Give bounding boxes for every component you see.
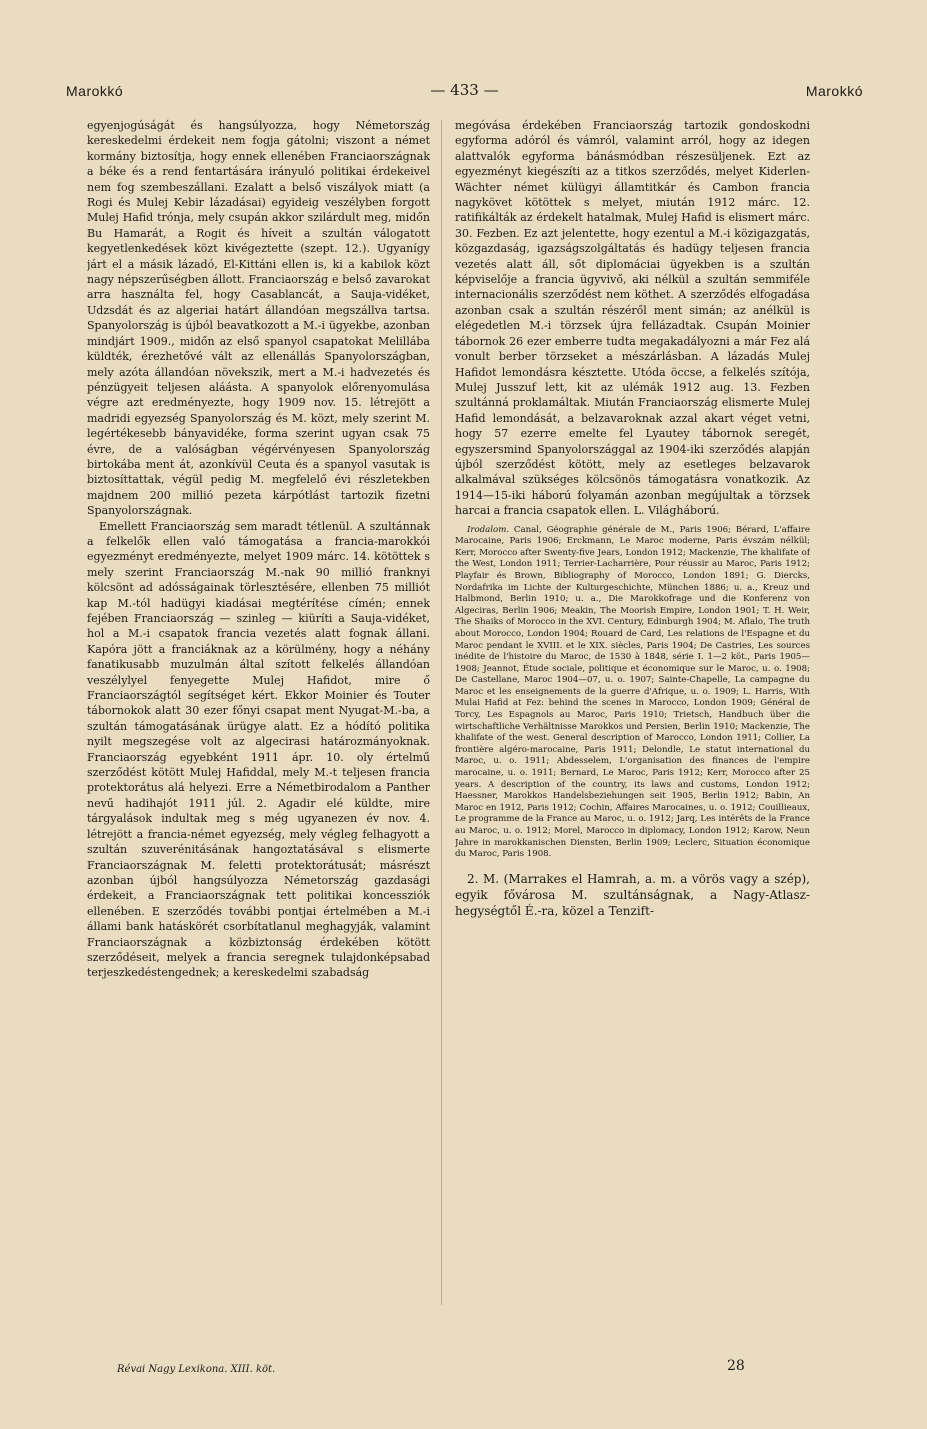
column-divider (441, 120, 442, 1305)
right-column (455, 118, 810, 1303)
page-number: — 433 — (430, 81, 499, 99)
left-paragraph-1: egyenjogúságát és hangsúlyozza, hogy Németország kereskedelmi érdekeit nem fogja gátolni; viszont a német kormány biztosítja, hogy ennek ellenében Franciaországnak a béke és a rend fentartására irányuló politikai érdekeivel nem fog szembeszállani. Ezalatt a belső viszályok miatt (a Rogi és Mulej Kebir lázadásai) egyideig veszélyben forgott Mulej Hafid trónja, mely csupán akkor szilárdult meg, midőn Bu Hamarát, a Rogit és híveit a szultán válogatott kegyetlenkedések közt kivégeztette (szept. 12.). Ugyanígy járt el a másik lázadó, El-Kittáni ellen is, ki a kabilok közt nagy népszerűségben állott. Franciaország e belső zavarokat arra használta fel, hogy Casablancát, a Sauja-vidéket, Udzsdát és az algeriai határt állandóan megszállva tartsa. Spanyolország is újból beavatkozott a M.-i ügyekbe, azonban mindjárt 1909., midőn az első spanyol csapatokat Melillába küldték, érezhetővé vált az ellenállás Spanyolországban, mely azóta állandóan növekszik, mert a M.-i hadvezetés és pénzügyeit teljesen aláásta. A spanyolok előrenyomulása végre azt eredményezte, hogy 1909 nov. 15. létrejött a madridi egyezség Spanyolország és M. közt, mely szerint M. legértékesebb bányavidéke, forma szerint ugyan csak 75 évre, de a valóságban végérvényesen Spanyolország birtokába ment át, azonkívül Ceuta és a spanyol vasutak is biztosíttattak, végül pedig M. megfelelő évi részletekben majdnem 200 millió pezeta kárpótlást tartozik fizetni Spanyolországnak. (87, 119, 430, 518)
right-paragraph-1: megóvása érdekében Franciaország tartozik gondoskodni egyforma adóról és vámról, valamint arról, hogy az idegen alattvalók egyforma bánásmódban részesüljenek. Ezt az egyezményt kiegészíti az a titkos szerződés, melyet Kiderlen-Wächter német külügyi államtitkár és Cambon francia nagykövet kötöttek s melyet, miután 1912 márc. 12. ratifikálták az érdekelt hatalmak, Mulej Hafid is elismert márc. 30. Fezben. Ez azt jelentette, hogy ezentul a M.-i közigazgatás, közgazdaság, igazságszolgáltatás és hadügy teljesen francia vezetés alatt áll, sőt diplomáciai ügyekben is a szultán képviselője a francia ügyvivő, aki nélkül a szultán semmiféle internacionális szerződést nem köthet. A szerződés elfogadása azonban csak a szultán részéről ment simán; az anélkül is elégedetlen M.-i törzsek újra fellázadtak. Csupán Moinier tábornok 26 ezer emberre tudta megakadályozni a már Fez alá vonult berber törzseket a mészárlásban. A lázadás Mulej Hafidot lemondásra késztette. Utóda öccse, a felkelés szítója, Mulej Jusszuf lett, kit az ulémák 1912 aug. 13. Fezben szultánná proklamáltak. Miután Franciaország elismerte Mulej Hafid lemondását, a belzavaroknak azzal akart véget vetni, hogy 57 ezerre emelte fel Lyautey tábornok seregét, egyszersmind Spanyolországgal az 1904-iki szerződés alapján újból szerződést kötött, mely az esetleges belzavarok alkalmával szükséges kölcsönös támogatásra vonatkozik. Az 1914—15-iki háború folyamán azonban megújultak a törzsek harcai a francia csapatok ellen. L. Világháború. (455, 119, 810, 518)
running-header (66, 83, 863, 105)
left-column (87, 118, 430, 1318)
signature-line: Révai Nagy Lexikona. XIII. köt. (117, 1364, 276, 1375)
entry-marrakes: 2. M. (Marrakes el Hamrah, a. m. a vörös vagy a szép), egyik fővárosa M. szultánságnak, a Nagy-Atlasz-hegységtől É.-ra, közel a Tenzift- (455, 871, 810, 918)
header-right-word: Marokkó (805, 83, 863, 99)
bibliography-text: Canal, Géographie générale de M., Paris 1906; Bérard, L'affaire Marocaine, Paris 1906; Erckmann, Le Maroc moderne, Paris évszám nélkül; Kerr, Morocco after Swenty-five Jears, London 1912; Mackenzie, The khalifate of the West, London 1911; Terrier-Lacharrière, Pour réussir au Maroc, Paris 1912; Playfair és Brown, Bibliography of Morocco, London 1891; G. Diercks, Nordafrika im Lichte der Kulturgeschichte, München 1886; u. a., Kreuz und Halbmond, Berlin 1910; u. a., Die Marokkofrage und die Konferenz von Algeciras, Berlin 1906; Meakin, The Moorish Empire, London 1901; T. H. Weir, The Shaiks of Morocco in the XVI. Century, Edinburgh 1904; M. Aflalo, The truth about Morocco, London 1904; Rouard de Card, Les relations de l'Espagne et du Maroc pendant le XVIII. et le XIX. siècles, Paris 1904; De Castries, Les sources inédite de l'histoire du Maroc, de 1530 à 1848, série I. 1—2 köt., Paris 1905—1908; Jeannot, Étude sociale, politique et économique sur le Maroc, u. o. 1908; De Castellane, Maroc 1904—07, u. o. 1907; Sainte-Chapelle, La campagne du Maroc et les enseignements de la guerre d'Afrique, u. o. 1909; L. Harris, With Mulai Hafid at Fez: behind the scenes in Marocco, London 1909; Général de Torcy, Les Espagnols au Maroc, Paris 1910; Trietsch, Handbuch über die wirtschaftliche Verhältnisse Marokkos und Persien, Berlin 1910; Mackenzie, The khalifate of the west. General description of Marocco, London 1911; Collier, La frontière algéro-marocaine, Paris 1911; Delondle, Le statut international du Maroc, u. o. 1911; Abdesselem, L'organisation des finances de l'empire marocaine, u. o. 1911; Bernard, Le Maroc, Paris 1912; Kerr, Morocco after 25 years. A description of the country, its laws and customs, London 1912; Haessner, Marokkos Handelsbeziehungen seit 1905, Berlin 1912; Babin, An Maroc en 1912, Paris 1912; Cochin, Affaires Marocaines, u. o. 1912; Couillieaux, Le programme de la France au Maroc, u. o. 1912; Jarq, Les intérêts de la France au Maroc, u. o. 1912; Morel, Marocco in diplomacy, London 1912; Karow, Neun Jahre in marokkanischen Diensten, Berlin 1909; Leclerc, Situation économique du Maroc, Paris 1908. (455, 524, 810, 860)
sheet-number: 28 (727, 1358, 745, 1374)
bibliography-heading: Irodalom. (467, 524, 510, 535)
bibliography (455, 525, 810, 861)
header-left-word: Marokkó (66, 83, 124, 99)
left-paragraph-2: Emellett Franciaország sem maradt tétlenül. A szultánnak a felkelők ellen való támogatása a francia-marokkói egyezményt eredményezte, melyet 1909 márc. 14. kötöttek s mely szerint Franciaország M.-nak 90 millió franknyi kölcsönt ad adósságainak törlesztésére, ellenben 75 milliót kap M.-tól hadügyi kiadásai megtérítése címén; ennek fejében Franciaország — szinleg — kiüríti a Sauja-vidéket, hol a M.-i csapatok francia vezetés alatt fognak állani. Kapóra jött a franciáknak az a körülmény, hogy a néhány fanatikusabb muzulmán által szított felkelés állandóan veszélylyel fenyegette Mulej Hafidot, mire ő Franciaországtól segítséget kért. Ekkor Moinier és Touter tábornokok alatt 30 ezer főnyi csapat ment Nyugat-M.-ba, a szultán támogatásának ürügye alatt. Ez a hódító politika nyilt megszegése volt az algecirasi határozmányoknak. Franciaország egyebként 1911 ápr. 10. oly értelmű szerződést kötött Mulej Hafiddal, mely M.-t teljesen francia protektorátus alá helyezi. Erre a Németbirodalom a Panther nevű hadihajót 1911 júl. 2. Agadir elé küldte, mire tárgyalások indultak meg s még ugyanezen év nov. 4. létrejött a francia-német egyezség, mely végleg felhagyott a szultán szuverénitásának hangoztatásával s elismerte Franciaországnak M. feletti protektorátusát; másrészt azonban újból hangsúlyozza Németország gazdasági érdekeit, a Franciaországnak tett politikai koncessziók ellenében. E szerződés további pontjai értelmében a M.-i állami bank hatáskörét csorbítatlanul meghagyják, valamint Franciaországnak a közbiztonság érdekében kötött szerződéseit, melyek a francia seregnek tulajdonképsabad terjeszkedéstengednek; a kereskedelmi szabadság (87, 519, 430, 980)
